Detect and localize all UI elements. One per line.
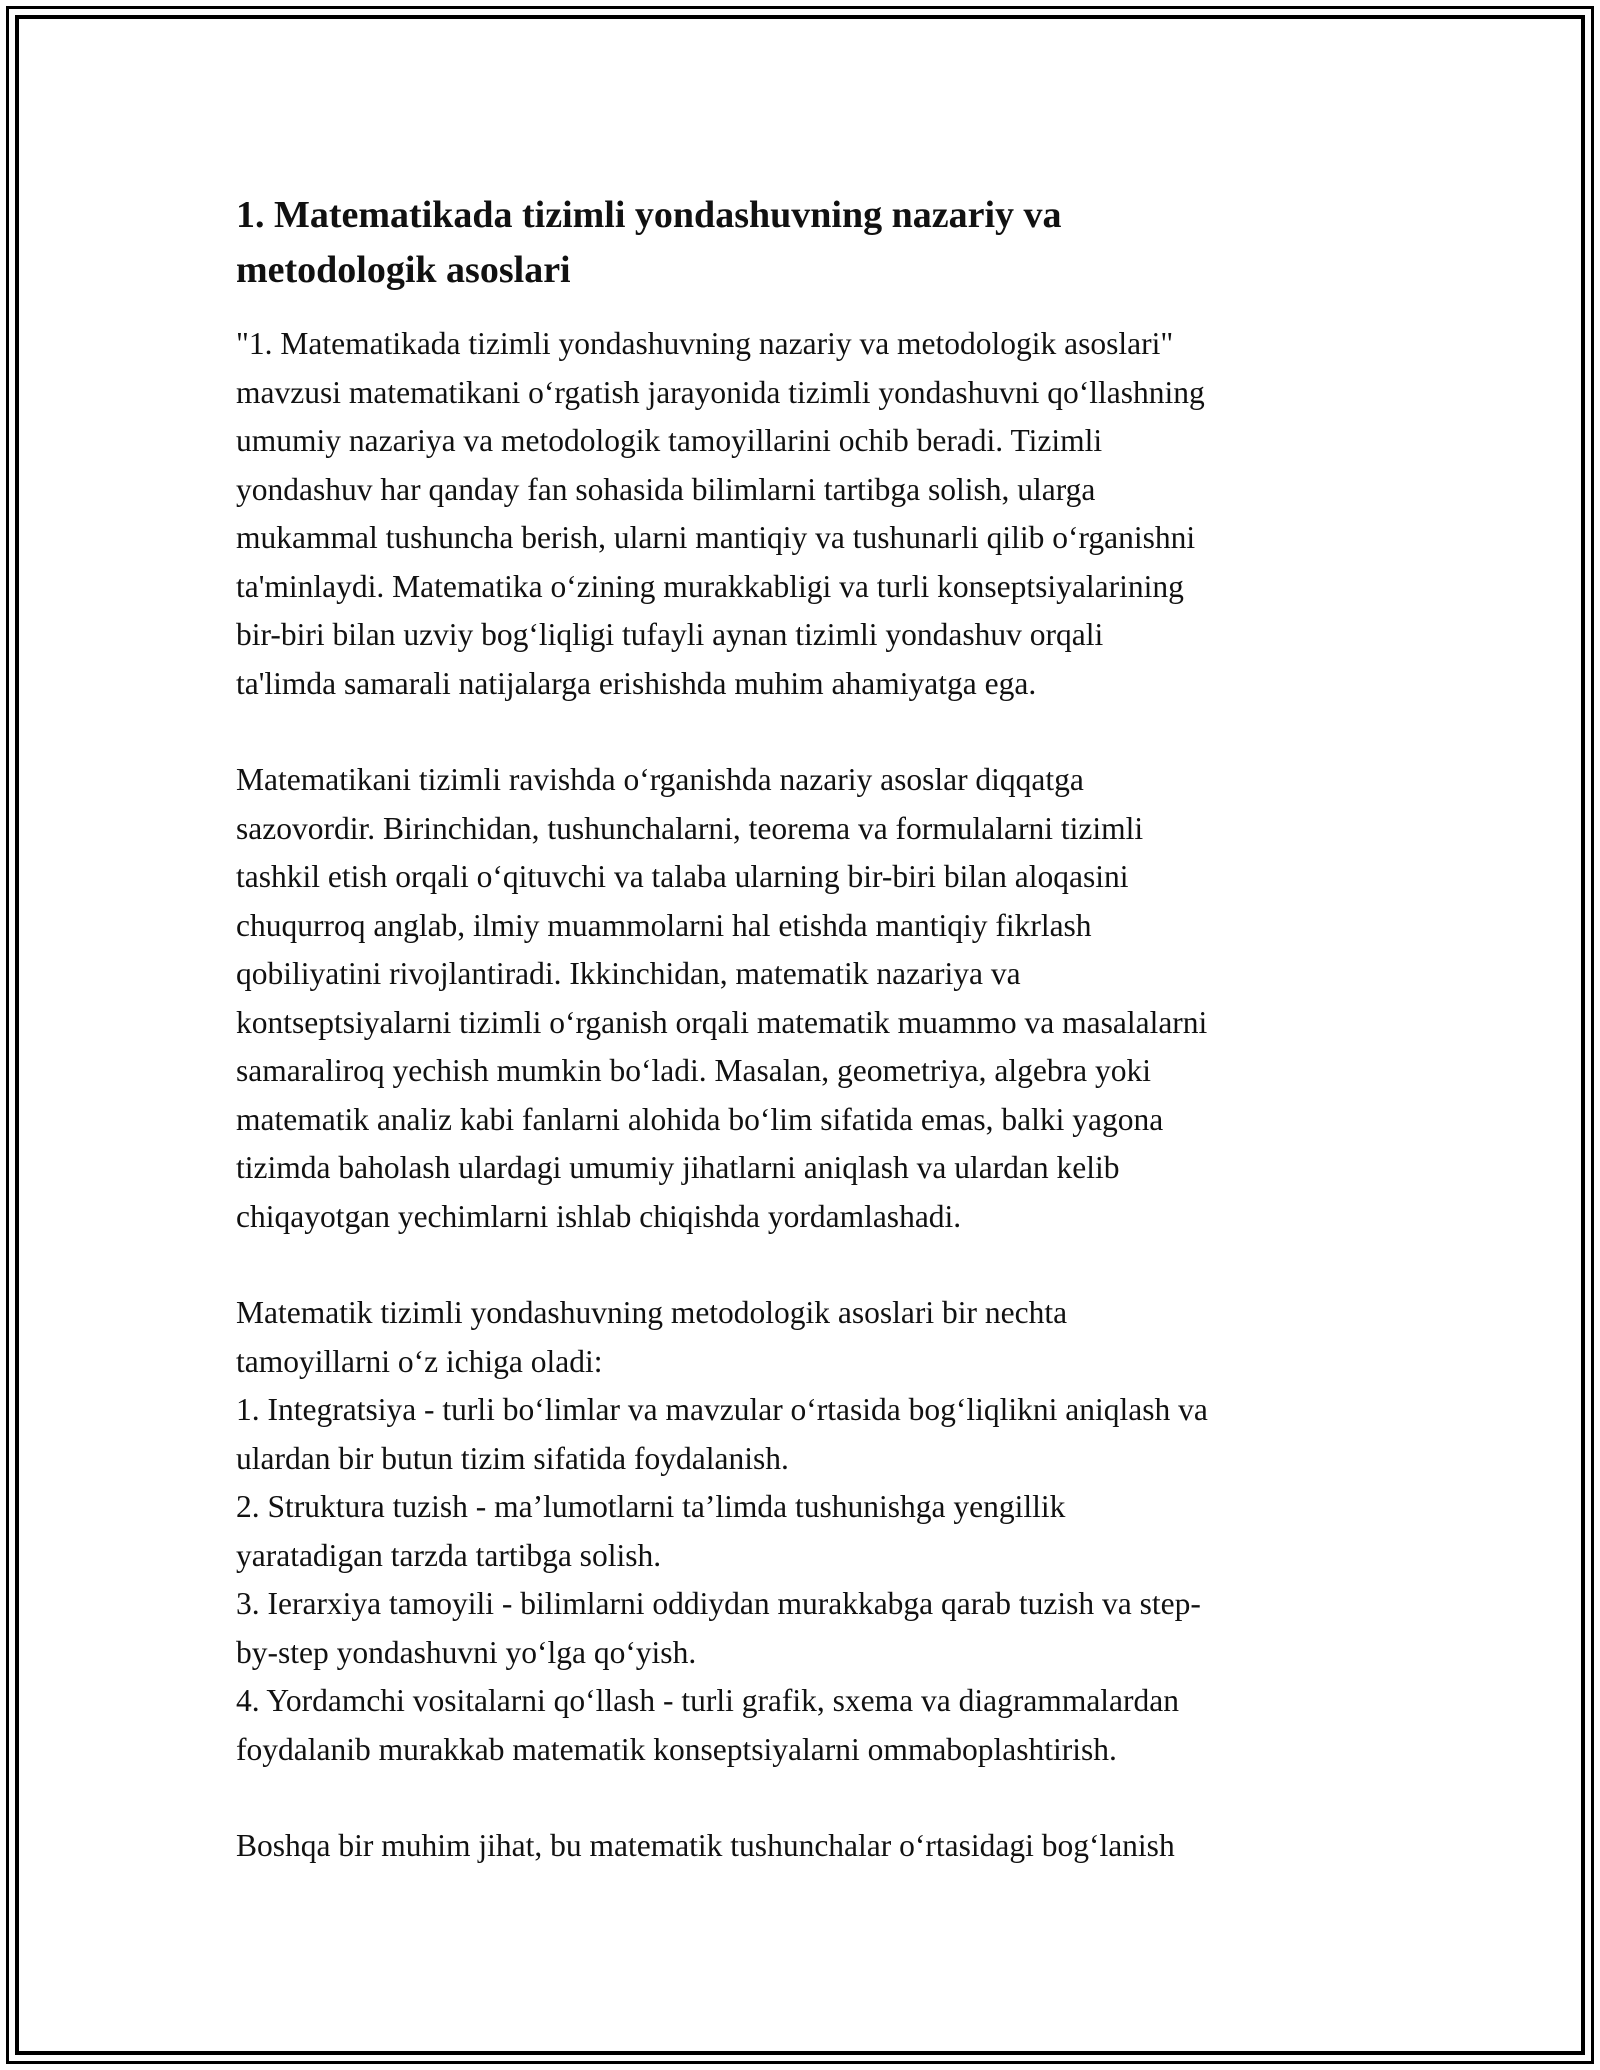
text-line: tashkil etish orqali o‘qituvchi va talaba ularning bir-biri bilan aloqasini (236, 859, 1129, 894)
document-content (236, 188, 1376, 1919)
text-line: samaraliroq yechish mumkin bo‘ladi. Masalan, geometriya, algebra yoki (236, 1053, 1151, 1088)
text-line: Boshqa bir muhim jihat, bu matematik tushunchalar o‘rtasidagi bog‘lanish (236, 1828, 1175, 1863)
list-item-line: yaratadigan tarzda tartibga solish. (236, 1537, 662, 1573)
text-line: chiqayotgan yechimlarni ishlab chiqishda yordamlashadi. (236, 1198, 962, 1234)
text-line: matematik analiz kabi fanlarni alohida bo‘lim sifatida emas, balki yagona (236, 1101, 1164, 1137)
text-line: Matematik tizimli yondashuvning metodologik asoslari bir nechta (236, 1295, 1068, 1330)
list-item-line: ulardan bir butun tizim sifatida foydalanish. (236, 1440, 789, 1476)
list-item-line: 2. Struktura tuzish - ma’lumotlarni ta’limda tushunishga yengillik (236, 1489, 1066, 1524)
paragraph-theory (236, 756, 1376, 1241)
list-item-line: 1. Integratsiya - turli bo‘limlar va mavzular o‘rtasida bog‘liqlikni aniqlash va (236, 1392, 1208, 1427)
paragraph-closing (236, 1822, 1376, 1871)
text-line: ta'limda samarali natijalarga erishishda muhim ahamiyatga ega. (236, 665, 1037, 701)
text-line: "1. Matematikada tizimli yondashuvning nazariy va metodologik asoslari" (236, 326, 1174, 361)
heading-line: metodologik asoslari (236, 249, 571, 291)
text-line: bir-biri bilan uzviy bog‘liqligi tufayli aynan tizimli yondashuv orqali (236, 617, 1104, 652)
text-line: ta'minlaydi. Matematika o‘zining murakkabligi va turli konseptsiyalarining (236, 568, 1184, 604)
section-heading (236, 188, 1376, 298)
text-line: yondashuv har qanday fan sohasida bilimlarni tartibga solish, ularga (236, 471, 1096, 507)
text-line: sazovordir. Birinchidan, tushunchalarni, teorema va formulalarni tizimli (236, 810, 1144, 846)
list-item-line: 3. Ierarxiya tamoyili - bilimlarni oddiydan murakkabga qarab tuzish va step- (236, 1586, 1201, 1621)
text-line: umumiy nazariya va metodologik tamoyillarini ochib beradi. Tizimli (236, 423, 1103, 458)
text-line: tizimda baholash ulardagi umumiy jihatlarni aniqlash va ulardan kelib (236, 1150, 1120, 1185)
text-line: chuqurroq anglab, ilmiy muammolarni hal etishda mantiqiy fikrlash (236, 907, 1092, 943)
text-line: tamoyillarni o‘z ichiga oladi: (236, 1343, 603, 1379)
text-line: kontseptsiyalarni tizimli o‘rganish orqali matematik muammo va masalalarni (236, 1004, 1208, 1040)
list-item-line: 4. Yordamchi vositalarni qo‘llash - turli grafik, sxema va diagrammalardan (236, 1683, 1180, 1718)
text-line: qobiliyatini rivojlantiradi. Ikkinchidan, matematik nazariya va (236, 956, 1021, 991)
list-item-line: foydalanib murakkab matematik konseptsiyalarni ommaboplashtirish. (236, 1731, 1117, 1767)
text-line: mukammal tushuncha berish, ularni mantiqiy va tushunarli qilib o‘rganishni (236, 520, 1196, 555)
paragraph-intro (236, 320, 1376, 708)
text-line: Matematikani tizimli ravishda o‘rganishda nazariy asoslar diqqatga (236, 762, 1084, 797)
paragraph-principles (236, 1289, 1376, 1774)
text-line: mavzusi matematikani o‘rgatish jarayonida tizimli yondashuvni qo‘llashning (236, 374, 1205, 410)
heading-line: 1. Matematikada tizimli yondashuvning nazariy va (236, 194, 1062, 236)
list-item-line: by-step yondashuvni yo‘lga qo‘yish. (236, 1634, 697, 1670)
